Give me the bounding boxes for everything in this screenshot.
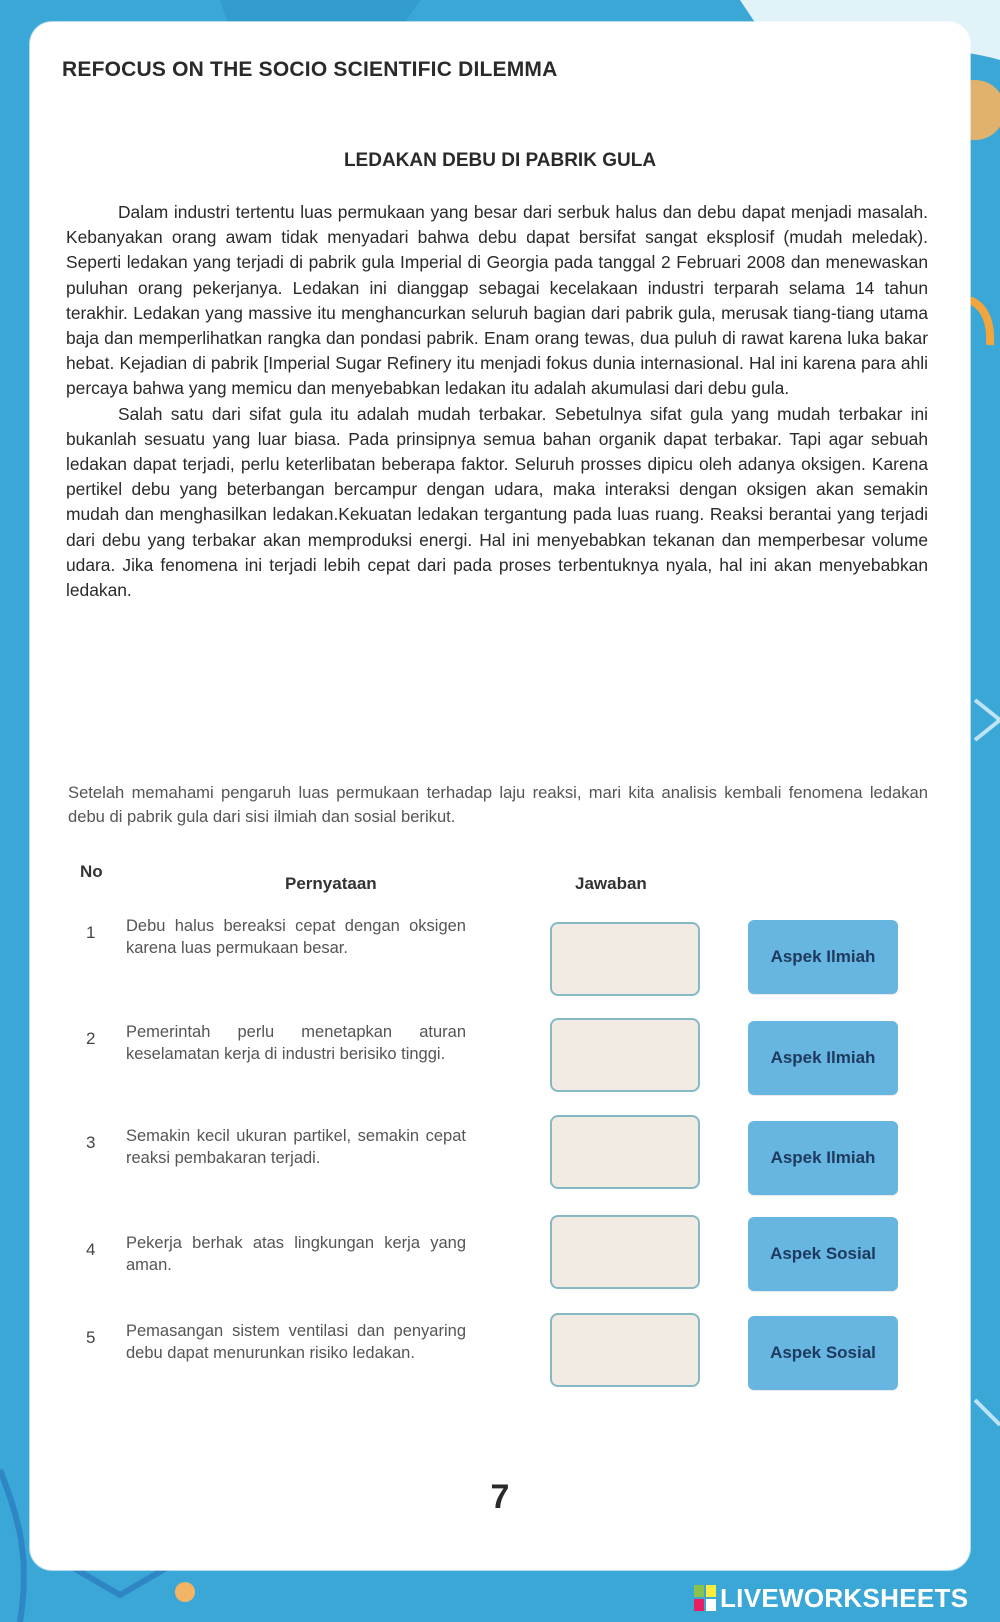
aspect-tag-draggable[interactable]: Aspek Sosial (748, 1217, 898, 1291)
aspect-tag-draggable[interactable]: Aspek Ilmiah (748, 1121, 898, 1195)
row-statement: Pemasangan sistem ventilasi dan penyaring debu dapat menurunkan risiko ledakan. (126, 1322, 466, 1362)
answer-drop-zone[interactable] (550, 1215, 700, 1289)
row-number: 5 (86, 1328, 96, 1347)
liveworksheets-logo[interactable] (694, 1580, 968, 1616)
aspect-tag-draggable[interactable]: Aspek Ilmiah (748, 1021, 898, 1095)
row-number: 2 (86, 1029, 96, 1048)
row-number: 1 (86, 923, 96, 942)
section-title: REFOCUS ON THE SOCIO SCIENTIFIC DILEMMA (62, 58, 558, 81)
article-title: LEDAKAN DEBU DI PABRIK GULA (343, 150, 657, 171)
row-number: 3 (86, 1133, 96, 1152)
article-body (66, 200, 928, 603)
row-statement: Pekerja berhak atas lingkungan kerja yang aman. (126, 1234, 466, 1274)
row-statement: Pemerintah perlu menetapkan aturan keselamatan kerja di industri berisiko tinggi. (126, 1023, 466, 1063)
row-statement: Semakin kecil ukuran partikel, semakin cepat reaksi pembakaran terjadi. (126, 1127, 466, 1167)
row-statement: Debu halus bereaksi cepat dengan oksigen karena luas permukaan besar. (126, 917, 466, 957)
brand-name: LIVEWORKSHEETS (720, 1582, 969, 1613)
article-paragraph: Dalam industri tertentu luas permukaan yang besar dari serbuk halus dan debu dapat menjadi masalah. Kebanyakan orang awam tidak menyadari bahwa debu dapat bersifat sangat eksplosif (mudah meledak). Seperti ledakan yang terjadi di pabrik gula Imperial di Georgia pada tanggal 2 Februari 2008 dan menewaskan puluhan orang pekerjanya. Ledakan ini dianggap sebagai kecelakaan industri terparah selama 14 tahun terakhir. Ledakan yang massive itu menghancurkan seluruh bagian dari pabrik gula, merusak tiang-tiang utama baja dan memperlihatkan rangka dan pondasi pabrik. Enam orang tewas, dua puluh di rawat karena luka bakar hebat. Kejadian di pabrik [Imperial Sugar Refinery itu menjadi fokus dunia internasional. Hal ini karena para ahli percaya bahwa yang memicu dan menyebabkan ledakan itu adalah akumulasi dari debu gula. (66, 202, 928, 399)
answer-drop-zone[interactable] (550, 1313, 700, 1387)
aspect-tag-draggable[interactable]: Aspek Sosial (748, 1316, 898, 1390)
article-paragraph: Salah satu dari sifat gula itu adalah mudah terbakar. Sebetulnya sifat gula yang mudah terbakar ini bukanlah sesuatu yang luar biasa. Pada prinsipnya semua bahan organik dapat terbakar. Tapi agar sebuah ledakan dapat terjadi, perlu keterlibatan beberapa faktor. Seluruh prosses dipicu oleh adanya oksigen. Karena pertikel debu yang beterbangan bercampur dengan udara, maka interaksi dengan oksigen akan semakin mudah dan menghasilkan ledakan.Kekuatan ledakan tergantung pada luas ruang. Reaksi berantai yang terjadi dari debu yang terbakar akan memproduksi energi. Hal ini menyebabkan tekanan dan memperbesar volume udara. Jika fenomena ini terjadi lebih cepat dari pada proses terbentuknya nyala, hal ini akan menyebabkan ledakan. (66, 403, 928, 601)
aspect-tag-draggable[interactable]: Aspek Ilmiah (748, 920, 898, 994)
column-header-answer: Jawaban (575, 874, 647, 893)
column-header-statement: Pernyataan (285, 874, 377, 893)
answer-drop-zone[interactable] (550, 922, 700, 996)
column-header-no: No (80, 862, 103, 881)
answer-drop-zone[interactable] (550, 1018, 700, 1092)
row-number: 4 (86, 1240, 96, 1259)
liveworksheets-icon (694, 1585, 716, 1611)
activity-instructions: Setelah memahami pengaruh luas permukaan terhadap laju reaksi, mari kita analisis kembali fenomena ledakan debu di pabrik gula dari sisi ilmiah dan sosial berikut. (68, 783, 928, 826)
page-number: 7 (490, 1478, 510, 1516)
answer-drop-zone[interactable] (550, 1115, 700, 1189)
